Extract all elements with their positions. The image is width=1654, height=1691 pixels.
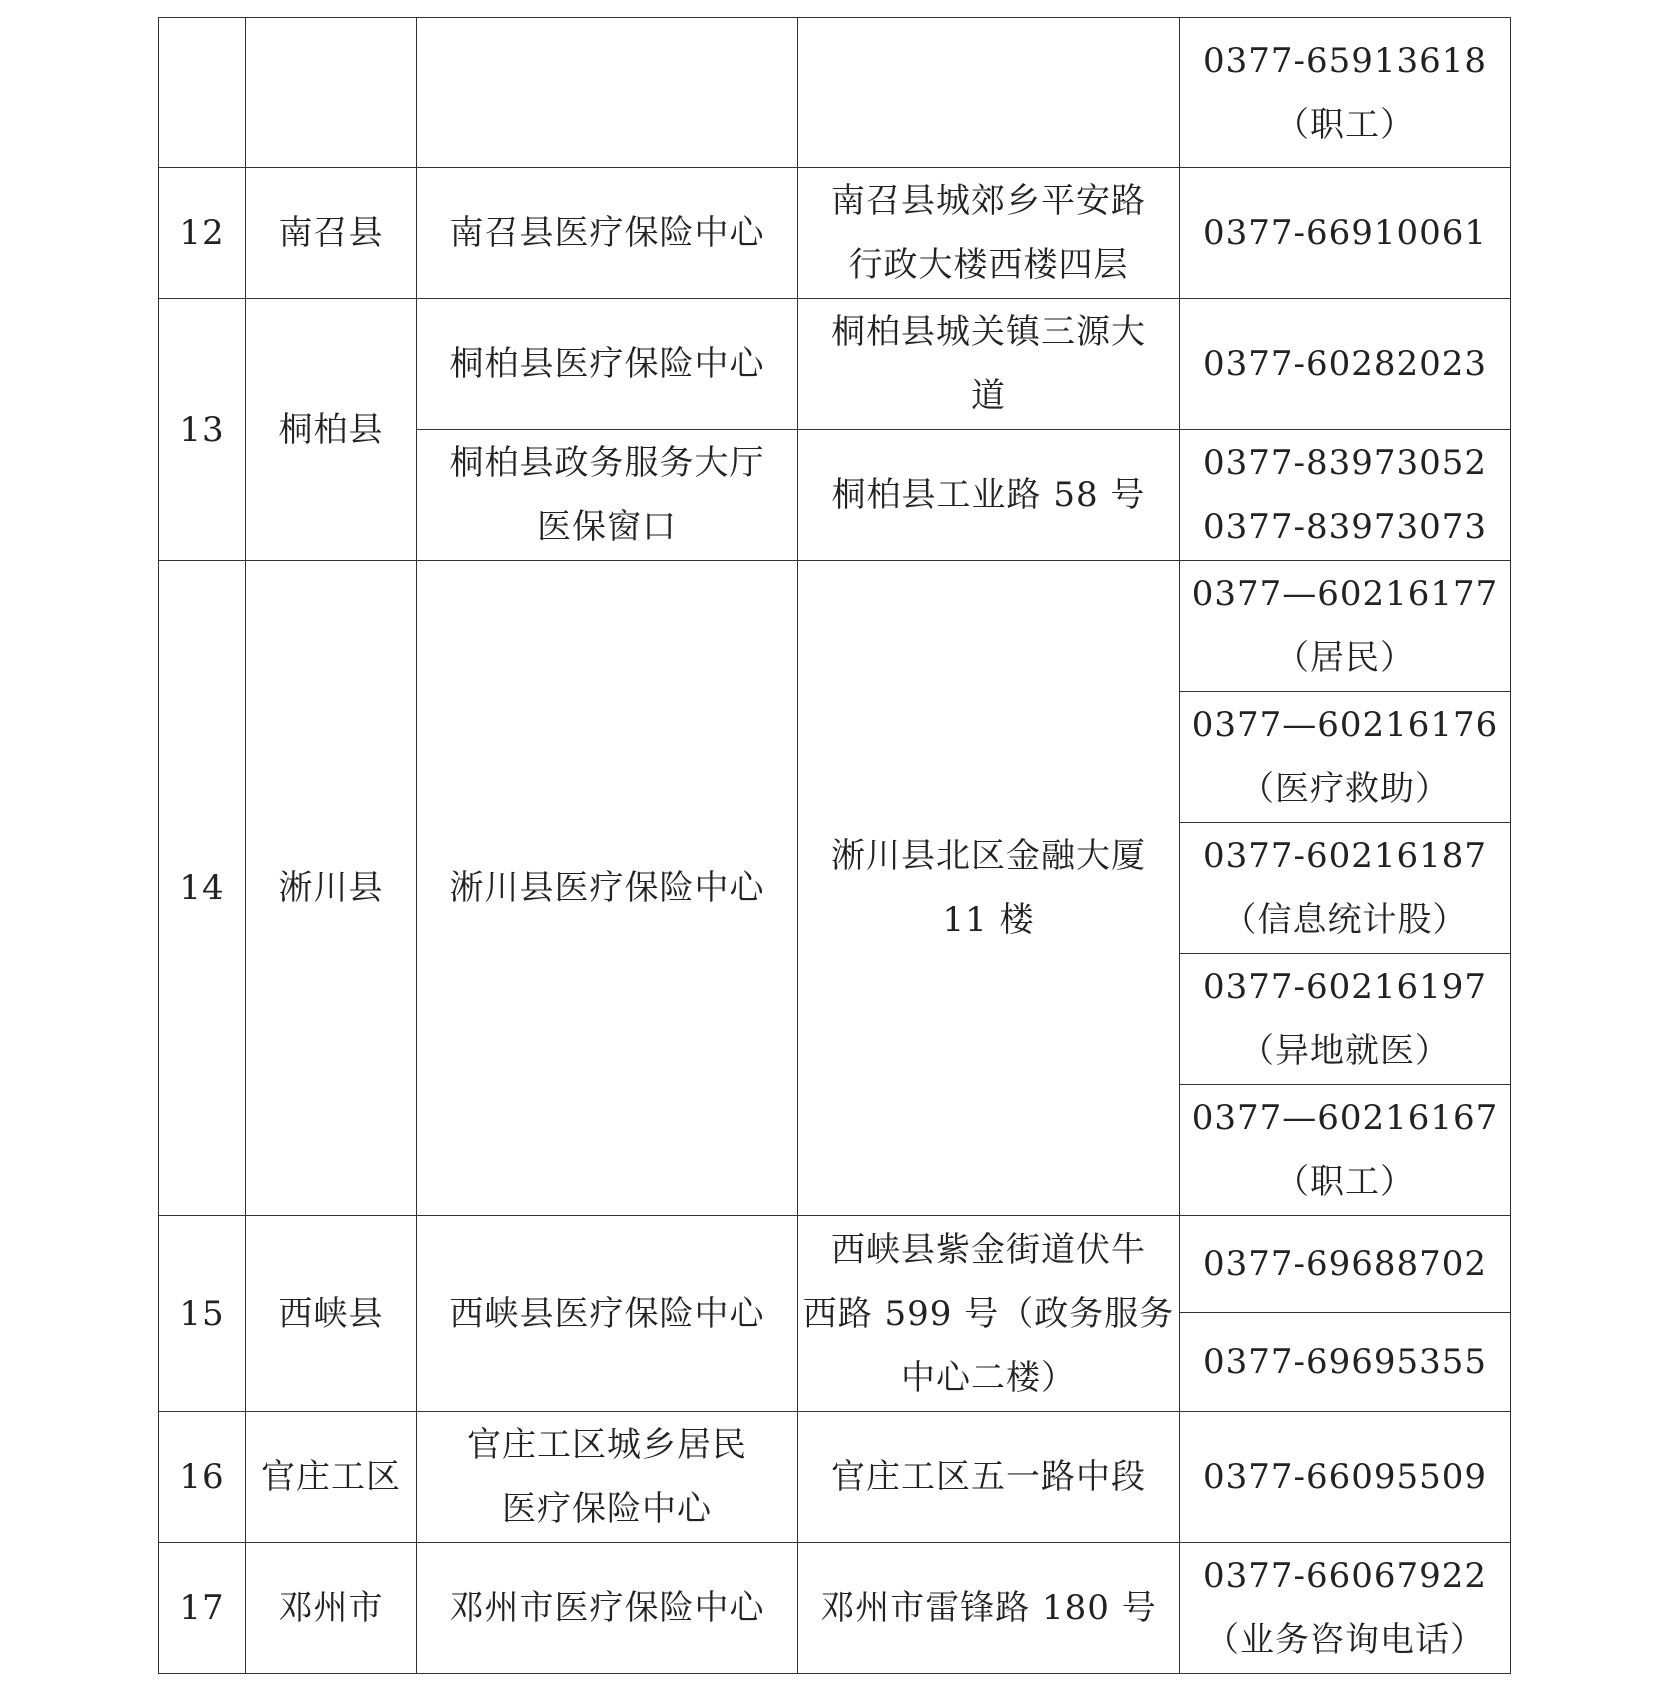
address-line: 中心二楼） — [901, 1357, 1076, 1398]
phone-note: （业务咨询电话） — [1205, 1620, 1485, 1660]
phone-cell — [1180, 561, 1511, 692]
phone-note: （职工） — [1275, 1162, 1415, 1202]
office-cell — [417, 18, 798, 168]
phone-number: 0377-83973052 — [1202, 443, 1488, 483]
index-cell: 13 — [159, 299, 246, 561]
table-row-13a — [159, 299, 1511, 430]
phone-cell — [1180, 692, 1511, 823]
phone-cell: 0377-69695355 — [1180, 1313, 1511, 1412]
index-cell: 16 — [159, 1412, 246, 1543]
county-cell: 桐柏县 — [246, 299, 417, 561]
phone-cell — [1180, 1543, 1511, 1674]
phone-number: 0377—60216176 — [1191, 705, 1499, 745]
index-cell: 14 — [159, 561, 246, 1216]
index-cell: 15 — [159, 1216, 246, 1412]
phone-number: 0377-83973073 — [1202, 507, 1488, 547]
table-row-11-continued — [159, 18, 1511, 168]
phone-note: （职工） — [1275, 104, 1415, 145]
address-cell: 邓州市雷锋路 180 号 — [798, 1543, 1180, 1674]
county-cell: 淅川县 — [246, 561, 417, 1216]
county-cell: 邓州市 — [246, 1543, 417, 1674]
table-row-14a — [159, 561, 1511, 692]
table-row-15a — [159, 1216, 1511, 1313]
address-line: 道 — [971, 376, 1006, 416]
phone-note: （信息统计股） — [1222, 900, 1468, 940]
office-line: 官庄工区城乡居民 — [467, 1425, 747, 1465]
county-cell — [246, 18, 417, 168]
address-line: 行政大楼西楼四层 — [848, 245, 1129, 285]
address-line: 桐柏县城关镇三源大 — [831, 312, 1146, 352]
phone-number: 0377-60216187 — [1202, 836, 1488, 876]
phone-number: 0377—60216177 — [1191, 574, 1499, 614]
address-cell — [798, 1216, 1180, 1412]
county-cell: 官庄工区 — [246, 1412, 417, 1543]
contacts-table — [158, 17, 1511, 1674]
address-line: 南召县城郊乡平安路 — [831, 181, 1146, 221]
phone-cell: 0377-69688702 — [1180, 1216, 1511, 1313]
phone-cell: 0377-66095509 — [1180, 1412, 1511, 1543]
address-cell — [798, 168, 1180, 299]
index-cell: 17 — [159, 1543, 246, 1674]
office-line: 桐柏县政务服务大厅 — [449, 443, 765, 483]
county-cell: 南召县 — [246, 168, 417, 299]
address-line: 西路 599 号（政务服务 — [802, 1293, 1175, 1334]
address-line: 西峡县紫金街道伏牛 — [831, 1229, 1146, 1270]
phone-cell — [1180, 1085, 1511, 1216]
phone-note: （异地就医） — [1240, 1031, 1450, 1071]
office-cell: 南召县医疗保险中心 — [417, 168, 798, 299]
office-cell: 邓州市医疗保险中心 — [417, 1543, 798, 1674]
office-cell: 桐柏县医疗保险中心 — [417, 299, 798, 430]
phone-cell — [1180, 430, 1511, 561]
table-row-12 — [159, 168, 1511, 299]
office-line: 医疗保险中心 — [502, 1489, 712, 1529]
phone-number: 0377-65913618 — [1202, 40, 1488, 81]
index-cell — [159, 18, 246, 168]
phone-note: （居民） — [1275, 638, 1415, 678]
address-cell — [798, 299, 1180, 430]
phone-number: 0377—60216167 — [1191, 1098, 1499, 1138]
index-cell: 12 — [159, 168, 246, 299]
address-line: 11 楼 — [942, 900, 1035, 940]
phone-cell: 0377-60282023 — [1180, 299, 1511, 430]
office-line: 医保窗口 — [537, 507, 677, 547]
phone-cell: 0377-66910061 — [1180, 168, 1511, 299]
table-row-16 — [159, 1412, 1511, 1543]
office-cell — [417, 430, 798, 561]
address-line: 淅川县北区金融大厦 — [831, 836, 1146, 876]
address-cell — [798, 18, 1180, 168]
office-cell: 西峡县医疗保险中心 — [417, 1216, 798, 1412]
address-cell: 官庄工区五一路中段 — [798, 1412, 1180, 1543]
phone-cell — [1180, 18, 1511, 168]
phone-number: 0377-66067922 — [1202, 1556, 1488, 1596]
phone-note: （医疗救助） — [1240, 769, 1450, 809]
table-row-17 — [159, 1543, 1511, 1674]
office-cell — [417, 1412, 798, 1543]
address-cell: 桐柏县工业路 58 号 — [798, 430, 1180, 561]
phone-number: 0377-60216197 — [1202, 967, 1488, 1007]
phone-cell — [1180, 954, 1511, 1085]
county-cell: 西峡县 — [246, 1216, 417, 1412]
phone-cell — [1180, 823, 1511, 954]
office-cell: 淅川县医疗保险中心 — [417, 561, 798, 1216]
address-cell — [798, 561, 1180, 1216]
